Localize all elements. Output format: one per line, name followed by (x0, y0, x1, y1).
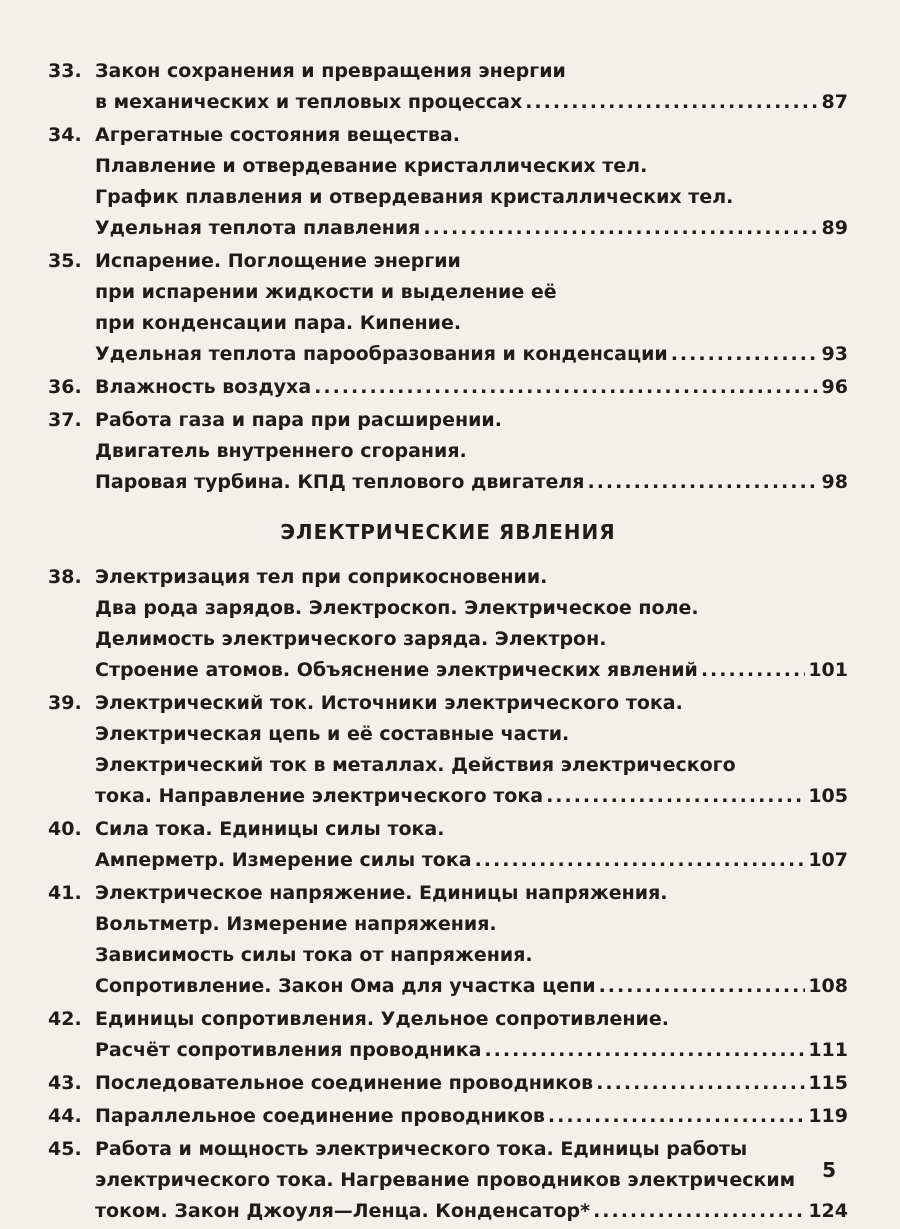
toc-entry-last-line (95, 971, 848, 1002)
toc-entry-body (95, 246, 848, 370)
toc-entry-title-line: при испарении жидкости и выделение её (95, 281, 557, 303)
toc-entry-last-line (95, 87, 848, 118)
toc-entry-title-line: Плавление и отвердевание кристаллических тел. (95, 155, 648, 177)
toc-entry-page: 111 (808, 1039, 848, 1061)
toc-entry-title-line: Электрическая цепь и её составные части. (95, 723, 570, 745)
toc-entry-last-line (95, 213, 848, 244)
toc-entry-body (95, 1004, 848, 1066)
toc-entry-title-line: Агрегатные состояния вещества. (95, 124, 460, 146)
dot-leader (484, 1035, 805, 1066)
toc-entry-page: 119 (808, 1105, 848, 1127)
toc-entry-page: 115 (808, 1072, 848, 1094)
page-number: 5 (822, 1158, 836, 1182)
toc-entry-body (95, 372, 848, 403)
toc-entry-body (95, 562, 848, 686)
toc-group-electric (48, 562, 848, 1227)
toc-entry (48, 1134, 848, 1227)
dot-leader (593, 1196, 805, 1227)
toc-entry-number: 41. (48, 882, 82, 904)
toc-entry-body (95, 1101, 848, 1132)
toc-entry-title-line: в механических и тепловых процессах (95, 91, 523, 113)
dot-leader (671, 339, 819, 370)
toc-entry (48, 1101, 848, 1132)
dot-leader (423, 213, 818, 244)
toc-entry-number: 42. (48, 1008, 82, 1030)
toc-entry-title-line: Единицы сопротивления. Удельное сопротивление. (95, 1008, 669, 1030)
toc-entry-body (95, 56, 848, 118)
toc-entry (48, 562, 848, 686)
toc-entry-title-line: Параллельное соединение проводников (95, 1105, 545, 1127)
toc-entry-last-line (95, 339, 848, 370)
toc-entry-title-line: Два рода зарядов. Электроскоп. Электрическое поле. (95, 597, 699, 619)
toc-entry-title-line: Электрический ток. Источники электрического тока. (95, 692, 683, 714)
toc-entry-page: 108 (808, 975, 848, 997)
toc-entry-last-line (95, 655, 848, 686)
toc-entry-number: 45. (48, 1138, 82, 1160)
toc-entry-page: 105 (808, 785, 848, 807)
toc-entry-last-line (95, 781, 848, 812)
toc-entry-number: 33. (48, 60, 82, 82)
toc-entry-last-line (95, 467, 848, 498)
toc-entry-title-line: при конденсации пара. Кипение. (95, 312, 462, 334)
toc-entry (48, 1068, 848, 1099)
toc-entry-body (95, 120, 848, 244)
toc-entry-title-line: Электрическое напряжение. Единицы напряжения. (95, 882, 668, 904)
toc-entry-number: 36. (48, 376, 82, 398)
toc-entry (48, 120, 848, 244)
toc-entry (48, 246, 848, 370)
toc-entry-page: 87 (821, 91, 848, 113)
toc-entry-title-line: Электрический ток в металлах. Действия электрического (95, 754, 736, 776)
toc-entry-title-line: Делимость электрического заряда. Электрон. (95, 628, 607, 650)
dot-leader (596, 1068, 805, 1099)
toc-entry-page: 107 (808, 849, 848, 871)
toc-entry-body (95, 814, 848, 876)
dot-leader (548, 1101, 805, 1132)
toc-entry-title-line: тока. Направление электрического тока (95, 785, 544, 807)
toc-entry-title-line: Амперметр. Измерение силы тока (95, 849, 472, 871)
toc-entry-number: 40. (48, 818, 82, 840)
toc-entry-title-line: Сопротивление. Закон Ома для участка цепи (95, 975, 596, 997)
toc-entry-page: 98 (821, 471, 848, 493)
toc-entry-number: 38. (48, 566, 82, 588)
toc-entry-title-line: Испарение. Поглощение энергии (95, 250, 461, 272)
toc-entry-title-line: Закон сохранения и превращения энергии (95, 60, 566, 82)
toc-entry-last-line (95, 1101, 848, 1132)
dot-leader (525, 87, 818, 118)
toc-entry-last-line (95, 845, 848, 876)
dot-leader (701, 655, 806, 686)
toc-entry-last-line (95, 372, 848, 403)
toc-entry-title-line: током. Закон Джоуля—Ленца. Конденсатор* (95, 1200, 591, 1222)
toc-entry-page: 89 (821, 217, 848, 239)
toc-entry-title-line: Вольтметр. Измерение напряжения. (95, 913, 497, 935)
toc-entry-page: 93 (821, 343, 848, 365)
toc-entry (48, 814, 848, 876)
section-heading: ЭЛЕКТРИЧЕСКИЕ ЯВЛЕНИЯ (280, 520, 616, 544)
toc-entry-number: 39. (48, 692, 82, 714)
toc-entry (48, 1004, 848, 1066)
toc-entry-number: 44. (48, 1105, 82, 1127)
toc-entry-last-line (95, 1068, 848, 1099)
toc-entry-title-line: График плавления и отвердевания кристаллических тел. (95, 186, 734, 208)
dot-leader (587, 467, 818, 498)
toc-entry-body (95, 688, 848, 812)
toc-entry-title-line: Строение атомов. Объяснение электрических явлений (95, 659, 698, 681)
toc-entry-title-line: Удельная теплота плавления (95, 217, 421, 239)
toc-entry-title-line: Работа и мощность электрического тока. Единицы работы (95, 1138, 748, 1160)
toc-entry-number: 43. (48, 1072, 82, 1094)
toc-entry-body (95, 1134, 848, 1227)
toc-entry-last-line (95, 1196, 848, 1227)
toc-entry-number: 34. (48, 124, 82, 146)
toc-entry (48, 878, 848, 1002)
toc-entry-title-line: Зависимость силы тока от напряжения. (95, 944, 533, 966)
toc-group-thermal (48, 56, 848, 498)
toc-entry-title-line: электрического тока. Нагревание проводников электрическим (95, 1169, 796, 1191)
toc-entry-body (95, 405, 848, 498)
toc-entry-page: 96 (821, 376, 848, 398)
table-of-contents (48, 56, 848, 1229)
toc-entry-page: 124 (808, 1200, 848, 1222)
toc-entry-last-line (95, 1035, 848, 1066)
toc-entry-number: 35. (48, 250, 82, 272)
toc-entry-title-line: Двигатель внутреннего сгорания. (95, 440, 467, 462)
dot-leader (546, 781, 805, 812)
dot-leader (314, 372, 818, 403)
dot-leader (475, 845, 806, 876)
toc-entry-title-line: Паровая турбина. КПД теплового двигателя (95, 471, 585, 493)
toc-entry (48, 688, 848, 812)
toc-entry-title-line: Влажность воздуха (95, 376, 312, 398)
toc-entry-page: 101 (808, 659, 848, 681)
toc-entry-title-line: Удельная теплота парообразования и конденсации (95, 343, 668, 365)
toc-entry-title-line: Последовательное соединение проводников (95, 1072, 594, 1094)
toc-entry (48, 56, 848, 118)
toc-entry-title-line: Работа газа и пара при расширении. (95, 409, 502, 431)
toc-entry-number: 37. (48, 409, 82, 431)
toc-entry-body (95, 1068, 848, 1099)
toc-entry-title-line: Расчёт сопротивления проводника (95, 1039, 482, 1061)
toc-entry-title-line: Сила тока. Единицы силы тока. (95, 818, 445, 840)
toc-entry (48, 372, 848, 403)
dot-leader (599, 971, 806, 1002)
toc-entry (48, 405, 848, 498)
toc-entry-title-line: Электризация тел при соприкосновении. (95, 566, 548, 588)
toc-entry-body (95, 878, 848, 1002)
